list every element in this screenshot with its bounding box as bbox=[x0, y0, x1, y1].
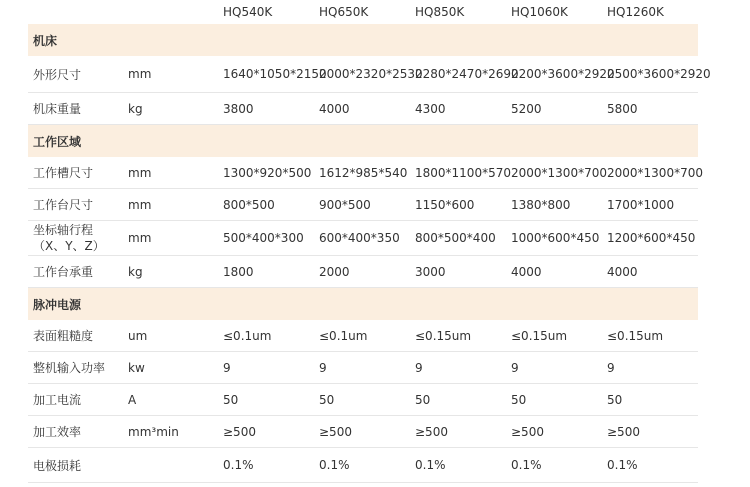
row-value: 800*500*400 bbox=[410, 221, 506, 256]
row-value: ≤0.1um bbox=[218, 320, 314, 352]
row-value: 0.1% bbox=[218, 448, 314, 483]
row-value: 500*400*300 bbox=[218, 221, 314, 256]
row-value: 1612*985*540 bbox=[314, 157, 410, 189]
row-value: ≥500 bbox=[218, 416, 314, 448]
row-name: 工作台尺寸 bbox=[28, 189, 123, 221]
row-value: 1200*600*450 bbox=[602, 221, 698, 256]
row-unit: kw bbox=[123, 352, 218, 384]
row-name: 表面粗糙度 bbox=[28, 320, 123, 352]
row-name: 电极损耗 bbox=[28, 448, 123, 483]
section-title: 机床 bbox=[28, 24, 698, 56]
row-value: 900*500 bbox=[314, 189, 410, 221]
row-name: 工作台承重 bbox=[28, 256, 123, 288]
row-value: 9 bbox=[218, 352, 314, 384]
row-value: 2200*3600*2920 bbox=[506, 56, 602, 93]
row-value: ≥500 bbox=[506, 416, 602, 448]
row-value: 9 bbox=[506, 352, 602, 384]
row-value: 4000 bbox=[602, 256, 698, 288]
section-header-work-area bbox=[28, 125, 698, 158]
row-name: 加工效率 bbox=[28, 416, 123, 448]
table-row bbox=[28, 189, 698, 221]
section-header-machine bbox=[28, 24, 698, 56]
table-row bbox=[28, 93, 698, 125]
row-value: 50 bbox=[218, 384, 314, 416]
row-name: 机床重量 bbox=[28, 93, 123, 125]
row-value: 9 bbox=[602, 352, 698, 384]
row-value: 50 bbox=[506, 384, 602, 416]
row-value: 2000*1300*700 bbox=[506, 157, 602, 189]
row-value: 0.1% bbox=[506, 448, 602, 483]
row-value: 4000 bbox=[506, 256, 602, 288]
row-value: 1000*600*450 bbox=[506, 221, 602, 256]
row-name: 工作槽尺寸 bbox=[28, 157, 123, 189]
row-value: ≤0.15um bbox=[410, 320, 506, 352]
model-header: HQ1260K bbox=[607, 5, 664, 19]
table-row bbox=[28, 352, 698, 384]
row-name: 整机输入功率 bbox=[28, 352, 123, 384]
row-value: ≤0.15um bbox=[506, 320, 602, 352]
row-value: 2500*3600*2920 bbox=[602, 56, 698, 93]
row-value: 50 bbox=[410, 384, 506, 416]
row-unit: mm bbox=[123, 189, 218, 221]
row-value: 0.1% bbox=[410, 448, 506, 483]
row-name-line1: 坐标轴行程 bbox=[33, 223, 94, 237]
row-unit: kg bbox=[123, 93, 218, 125]
row-name: 外形尺寸 bbox=[28, 56, 123, 93]
model-header: HQ1060K bbox=[511, 5, 568, 19]
row-value: 2000 bbox=[314, 256, 410, 288]
row-value: ≥500 bbox=[314, 416, 410, 448]
row-unit: mm³min bbox=[123, 416, 218, 448]
row-name: 加工电流 bbox=[28, 384, 123, 416]
row-value: 9 bbox=[314, 352, 410, 384]
row-value: 1800 bbox=[218, 256, 314, 288]
table-row bbox=[28, 416, 698, 448]
row-unit: um bbox=[123, 320, 218, 352]
row-value: 1640*1050*2150 bbox=[218, 56, 314, 93]
row-value: 50 bbox=[314, 384, 410, 416]
row-value: 4300 bbox=[410, 93, 506, 125]
table-row bbox=[28, 56, 698, 93]
row-value: 50 bbox=[602, 384, 698, 416]
model-header: HQ650K bbox=[319, 5, 369, 19]
section-title: 工作区域 bbox=[28, 125, 698, 158]
row-value: ≤0.15um bbox=[602, 320, 698, 352]
section-title: 脉冲电源 bbox=[28, 288, 698, 321]
row-value: ≥500 bbox=[410, 416, 506, 448]
table-row bbox=[28, 320, 698, 352]
table-row bbox=[28, 448, 698, 483]
row-value: ≤0.1um bbox=[314, 320, 410, 352]
table-row bbox=[28, 256, 698, 288]
row-value: ≥500 bbox=[602, 416, 698, 448]
table-row bbox=[28, 384, 698, 416]
row-unit: mm bbox=[123, 56, 218, 93]
row-value: 9 bbox=[410, 352, 506, 384]
model-header: HQ850K bbox=[415, 5, 465, 19]
row-value: 4000 bbox=[314, 93, 410, 125]
row-value: 2280*2470*2690 bbox=[410, 56, 506, 93]
table-row bbox=[28, 221, 698, 256]
model-header-row bbox=[28, 0, 698, 24]
row-value: 1700*1000 bbox=[602, 189, 698, 221]
row-unit: mm bbox=[123, 157, 218, 189]
row-unit: kg bbox=[123, 256, 218, 288]
row-value: 0.1% bbox=[602, 448, 698, 483]
row-value: 3800 bbox=[218, 93, 314, 125]
row-value: 0.1% bbox=[314, 448, 410, 483]
section-header-pulse-power bbox=[28, 288, 698, 321]
row-unit: A bbox=[123, 384, 218, 416]
row-value: 3000 bbox=[410, 256, 506, 288]
row-value: 2000*2320*2530 bbox=[314, 56, 410, 93]
row-value: 2000*1300*700 bbox=[602, 157, 698, 189]
header-blank-unit bbox=[123, 0, 218, 24]
spec-table bbox=[28, 0, 711, 483]
row-value: 1380*800 bbox=[506, 189, 602, 221]
row-name-line2: （X、Y、Z） bbox=[33, 239, 105, 253]
row-value: 1800*1100*570 bbox=[410, 157, 506, 189]
model-header: HQ540K bbox=[223, 5, 273, 19]
table-row bbox=[28, 157, 698, 189]
row-value: 1300*920*500 bbox=[218, 157, 314, 189]
row-unit: mm bbox=[123, 221, 218, 256]
row-value: 1150*600 bbox=[410, 189, 506, 221]
row-value: 5800 bbox=[602, 93, 698, 125]
row-value: 5200 bbox=[506, 93, 602, 125]
row-value: 600*400*350 bbox=[314, 221, 410, 256]
header-blank-name bbox=[28, 0, 123, 24]
row-value: 800*500 bbox=[218, 189, 314, 221]
row-name bbox=[28, 221, 123, 256]
row-unit bbox=[123, 448, 218, 483]
